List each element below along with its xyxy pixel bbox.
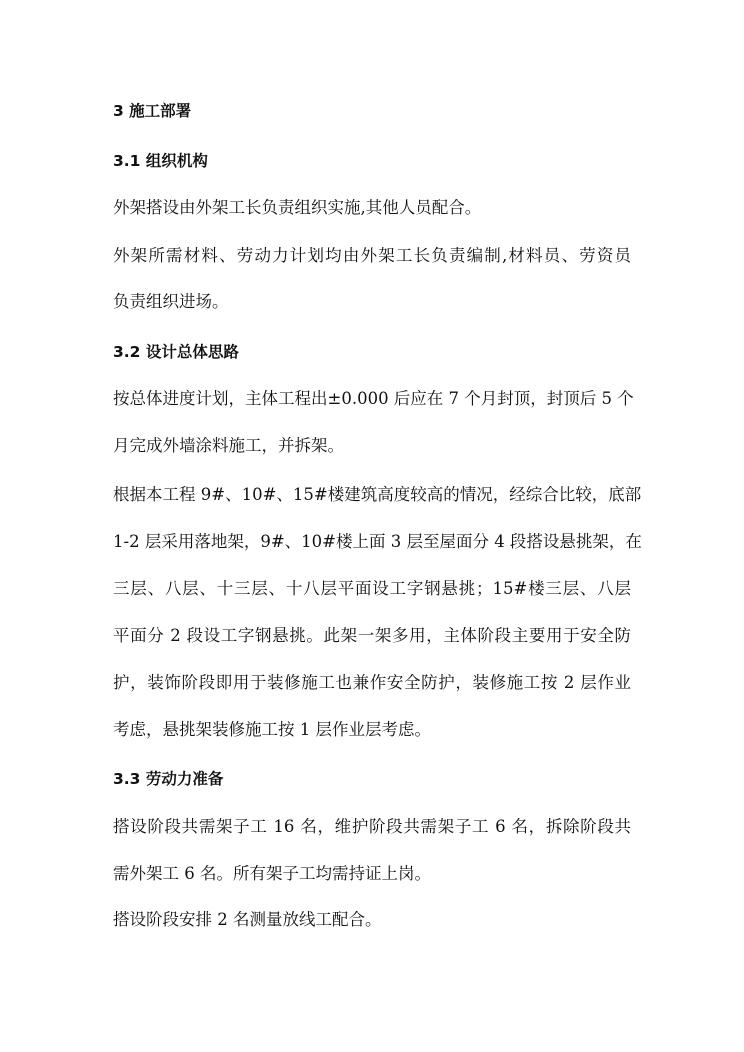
paragraph-line: 搭设阶段安排 2 名测量放线工配合。 <box>113 910 382 929</box>
subsection-heading-3-2: 3.2 设计总体思路 <box>113 343 239 361</box>
subsection-heading-3-1: 3.1 组织机构 <box>113 152 208 170</box>
section-heading: 3 施工部署 <box>113 102 192 120</box>
paragraph-line: 考虑，悬挑架装修施工按 1 层作业层考虑。 <box>113 720 431 739</box>
paragraph-line: 搭设阶段共需架子工 16 名，维护阶段共需架子工 6 名，拆除阶段共 <box>113 817 631 836</box>
paragraph-line: 外架所需材料、劳动力计划均由外架工长负责编制,材料员、劳资员 <box>113 246 631 265</box>
paragraph-line: 负责组织进场。 <box>113 292 229 311</box>
paragraph-line: 外架搭设由外架工长负责组织实施,其他人员配合。 <box>113 198 482 217</box>
paragraph-line: 按总体进度计划，主体工程出±0.000 后应在 7 个月封顶，封顶后 5 个 <box>113 389 634 408</box>
paragraph-line: 根据本工程 9#、10#、15#楼建筑高度较高的情况，经综合比较，底部 <box>113 485 642 504</box>
paragraph-line: 三层、八层、十三层、十八层平面设工字钢悬挑；15#楼三层、八层 <box>113 579 631 598</box>
paragraph-line: 平面分 2 段设工字钢悬挑。此架一架多用，主体阶段主要用于安全防 <box>113 626 631 645</box>
paragraph-line: 月完成外墙涂料施工，并拆架。 <box>113 436 344 455</box>
paragraph-line: 需外架工 6 名。所有架子工均需持证上岗。 <box>113 864 431 883</box>
paragraph-line: 护，装饰阶段即用于装修施工也兼作安全防护，装修施工按 2 层作业 <box>113 673 631 692</box>
subsection-heading-3-3: 3.3 劳动力准备 <box>113 770 224 788</box>
paragraph-line: 1-2 层采用落地架，9#、10#楼上面 3 层至屋面分 4 段搭设悬挑架，在 <box>113 532 642 551</box>
